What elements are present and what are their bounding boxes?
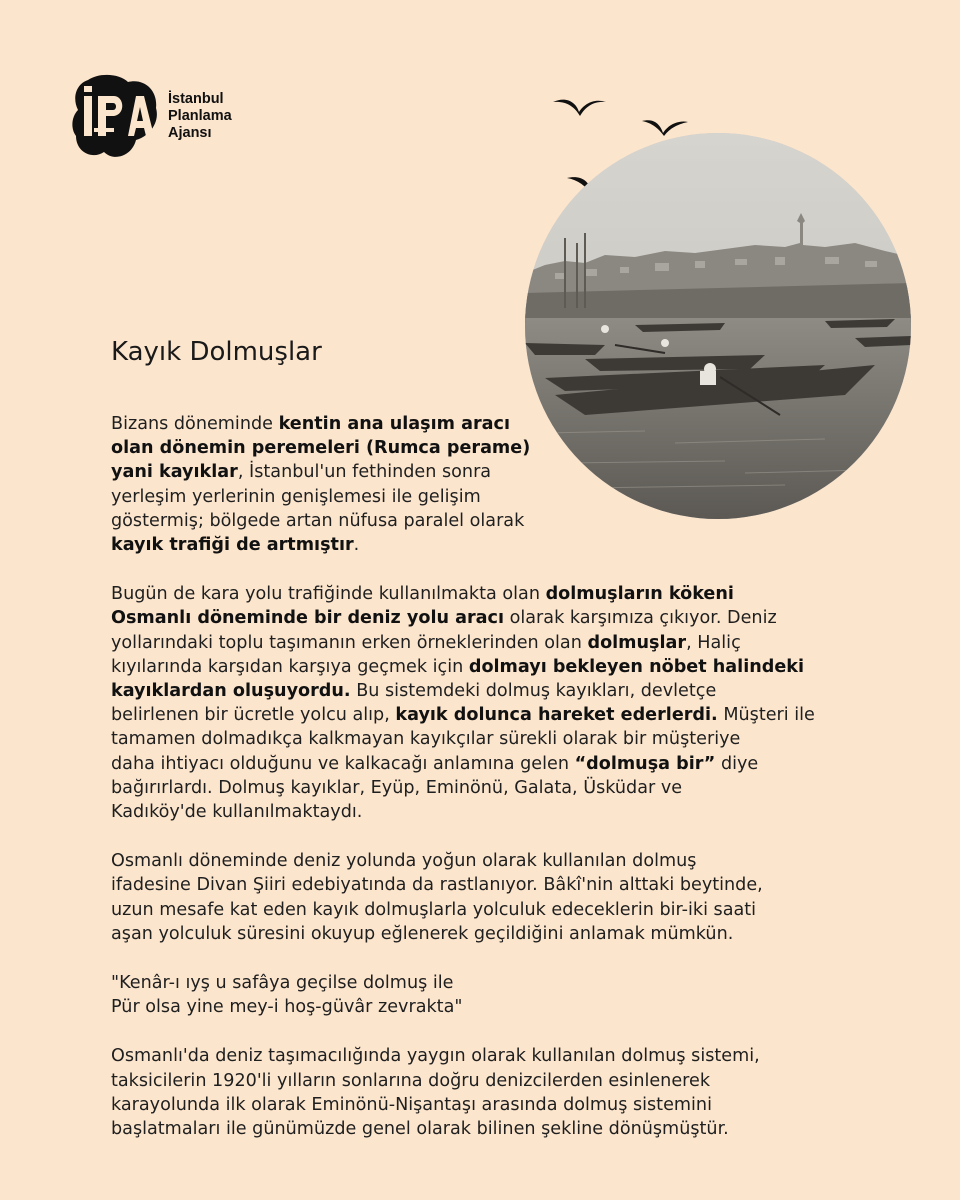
text-segment: . bbox=[353, 535, 360, 556]
text-segment: aşan yolculuk süresini okuyup eğlenerek geçildiğini anlamak mümkün. bbox=[111, 923, 734, 944]
bold-text: dolmuşların kökeni bbox=[545, 584, 734, 605]
text-segment: Bizans döneminde bbox=[111, 414, 279, 434]
text-segment: uzun mesafe kat eden kayık dolmuşlarla yolculuk edeceklerin bir-iki saati bbox=[111, 899, 757, 920]
text-segment: Müşteri ile bbox=[717, 705, 815, 726]
agency-name-line-2: Planlama bbox=[168, 107, 232, 124]
text-segment: başlatmaları ile günümüzde genel olarak bilinen şekline dönüşmüştür. bbox=[111, 1119, 729, 1140]
text-segment: yerleşim yerlerinin genişlemesi ile gelişim bbox=[111, 486, 481, 507]
agency-name-line-3: Ajansı bbox=[168, 124, 212, 141]
paragraph-3 bbox=[111, 849, 881, 946]
page-title: Kayık Dolmuşlar bbox=[111, 337, 322, 367]
text-segment: belirlenen bir ücretle yolcu alıp, bbox=[111, 705, 396, 726]
bold-text: kentin ana ulaşım aracı bbox=[278, 414, 511, 434]
text-segment: tamamen dolmadıkça kalkmayan kayıkçılar sürekli olarak bir müşteriye bbox=[111, 729, 741, 750]
text-segment: , Haliç bbox=[686, 632, 741, 653]
bold-text: yani kayıklar bbox=[111, 462, 238, 483]
text-segment: karayolunda ilk olarak Eminönü-Nişantaşı arasında dolmuş sistemini bbox=[111, 1094, 712, 1115]
bold-text: kayık dolunca hareket ederlerdi. bbox=[395, 705, 718, 726]
paragraph-5 bbox=[111, 1044, 881, 1141]
text-segment: göstermiş; bölgede artan nüfusa paralel olarak bbox=[111, 510, 525, 531]
text-segment: olarak karşımıza çıkıyor. Deniz bbox=[504, 608, 777, 629]
bold-text: kayık trafiği de artmıştır bbox=[111, 535, 354, 556]
text-segment: yollarındaki toplu taşımanın erken örneklerinden olan bbox=[111, 632, 588, 653]
bird-icon bbox=[553, 100, 606, 116]
text-segment: Osmanlı'da deniz taşımacılığında yaygın olarak kullanılan dolmuş sistemi, bbox=[111, 1046, 760, 1067]
text-segment: ifadesine Divan Şiiri edebiyatında da rastlanıyor. Bâkî'nin alttaki beytinde, bbox=[111, 875, 763, 896]
text-segment: , İstanbul'un fethinden sonra bbox=[237, 462, 492, 483]
text-segment: diye bbox=[715, 753, 759, 774]
text-segment: Kadıköy'de kullanılmaktaydı. bbox=[111, 802, 363, 823]
paragraph-1 bbox=[111, 412, 611, 557]
bold-text: Osmanlı döneminde bir deniz yolu aracı bbox=[111, 608, 505, 629]
bold-text: olan dönemin peremeleri (Rumca perame) bbox=[111, 438, 531, 459]
text-segment: Bu sistemdeki dolmuş kayıkları, devletçe bbox=[350, 681, 717, 702]
bold-text: “dolmuşa bir” bbox=[574, 753, 716, 774]
text-segment: Pür olsa yine mey-i hoş-güvâr zevrakta" bbox=[111, 997, 463, 1018]
bold-text: dolmuşlar bbox=[587, 632, 687, 653]
text-segment: Osmanlı döneminde deniz yolunda yoğun olarak kullanılan dolmuş bbox=[111, 851, 697, 872]
text-segment: bağırırlardı. Dolmuş kayıklar, Eyüp, Eminönü, Galata, Üsküdar ve bbox=[111, 777, 683, 798]
text-segment: taksicilerin 1920'li yılların sonlarına doğru denizcilerden esinlenerek bbox=[111, 1070, 711, 1091]
text-segment: kıyılarında karşıdan karşıya geçmek için bbox=[111, 656, 469, 677]
article-body bbox=[111, 412, 881, 1166]
text-segment: daha ihtiyacı olduğunu ve kalkacağı anlamına gelen bbox=[111, 753, 575, 774]
quote-couplet bbox=[111, 971, 881, 1019]
bold-text: dolmayı bekleyen nöbet halindeki bbox=[468, 656, 805, 677]
text-segment: "Kenâr-ı ıyş u safâya geçilse dolmuş ile bbox=[111, 973, 454, 994]
text-segment: Bugün de kara yolu trafiğinde kullanılmakta olan bbox=[111, 584, 546, 605]
agency-name-line-1: İstanbul bbox=[168, 90, 224, 107]
bold-text: kayıklardan oluşuyordu. bbox=[111, 681, 351, 702]
bird-icon bbox=[642, 120, 688, 136]
paragraph-2 bbox=[111, 582, 881, 824]
